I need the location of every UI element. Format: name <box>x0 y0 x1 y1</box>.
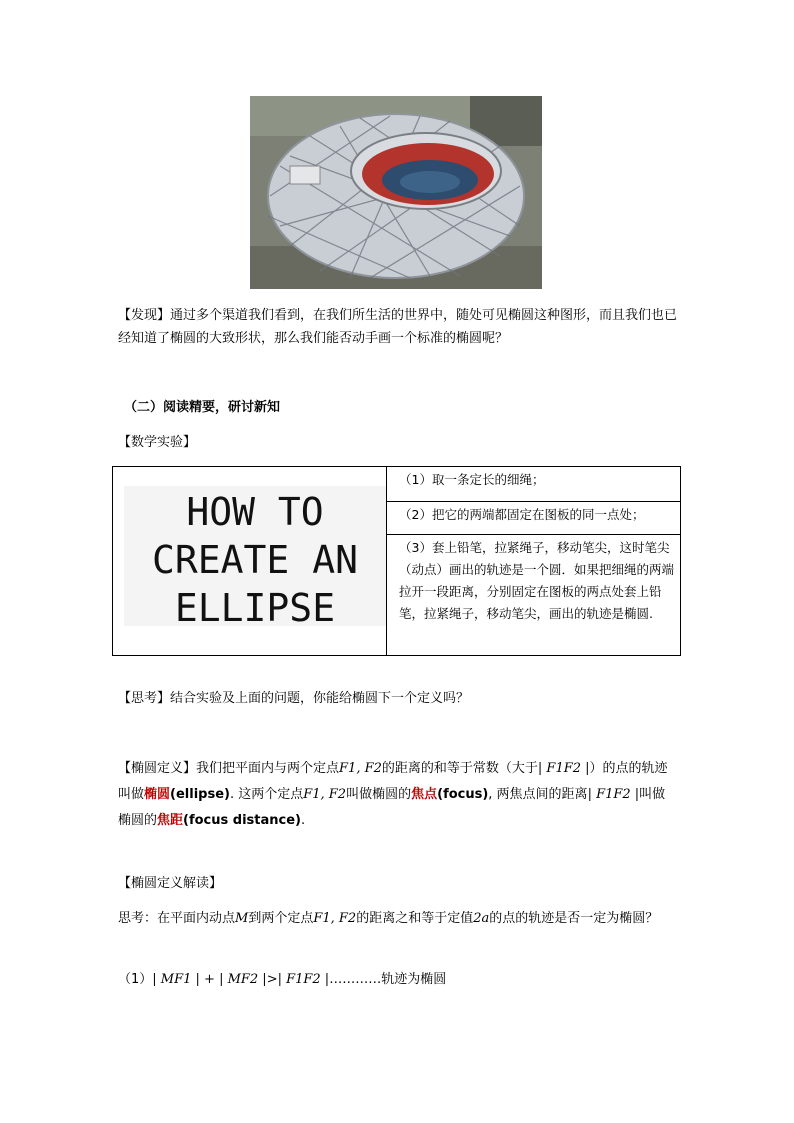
question-label: 思考： <box>118 911 158 926</box>
focal-en: (focus distance) <box>183 813 301 828</box>
question-text-2: 到两个定点 <box>248 911 314 926</box>
image-line-1: HOW TO <box>186 490 324 534</box>
definition-text-3: ）的点的轨迹叫做 <box>118 761 668 802</box>
section-heading: （二）阅读精要，研讨新知 <box>124 400 281 415</box>
question-text-4: 的点的轨迹是否一定为椭圆？ <box>489 911 659 926</box>
step-1: （1）取一条定长的细绳； <box>387 467 681 502</box>
how-to-create-ellipse-image <box>124 486 386 630</box>
f1f2-symbol-3: F1, F2 <box>313 911 357 926</box>
term-focus: 焦点 <box>411 787 438 802</box>
definition-text-4: . 这两个定点 <box>229 787 304 802</box>
question-text-3: 的距离之和等于定值 <box>356 911 474 926</box>
think-tag: 【思考】 <box>118 691 171 706</box>
experiment-tag: 【数学实验】 <box>118 435 197 450</box>
interpret-tag: 【椭圆定义解读】 <box>118 876 223 891</box>
definition-text-2: 的距离的和等于常数（大于 <box>381 761 538 776</box>
focus-en: (focus) <box>437 787 489 802</box>
case-1-result: 轨迹为椭圆 <box>381 972 447 987</box>
stadium-photo <box>250 96 542 289</box>
step-2: （2）把它的两端都固定在图板的同一点处； <box>387 502 681 535</box>
definition-text-1: 我们把平面内与两个定点 <box>196 761 340 776</box>
think-paragraph <box>118 687 678 710</box>
definition-text-6: , 两焦点间的距离 <box>488 787 588 802</box>
definition-text-5: 叫做椭圆的 <box>346 787 412 802</box>
case-1-num: （1） <box>118 972 153 987</box>
question-paragraph <box>118 907 678 931</box>
definition-tag: 【椭圆定义】 <box>118 761 197 776</box>
think-text: 结合实验及上面的问题，你能给椭圆下一个定义吗？ <box>170 691 470 706</box>
term-ellipse: 椭圆 <box>144 787 171 802</box>
term-focal-distance: 焦距 <box>157 813 184 828</box>
abs-f1f2-symbol-2: | F1F2 | <box>587 787 640 802</box>
definition-text-8: . <box>301 813 306 828</box>
image-line-2: CREATE AN <box>152 538 358 582</box>
discovery-text: 通过多个渠道我们看到，在我们所生活的世界中，随处可见椭圆这种图形，而且我们也已经知道了椭圆的大致形状，那么我们能否动手画一个标准的椭圆呢？ <box>118 308 678 346</box>
experiment-image-cell <box>113 467 387 656</box>
step-3: （3）套上铅笔，拉紧绳子，移动笔尖，这时笔尖（动点）画出的轨迹是一个圆．如果把细绳的两端拉开一段距离，分别固定在图板的两点处套上铅笔，拉紧绳子，移动笔尖，画出的轨迹是椭圆. <box>387 535 681 656</box>
case-1-expr: | MF1 | + | MF2 |>| F1F2 | <box>152 972 330 987</box>
question-text-1: 在平面内动点 <box>157 911 236 926</box>
discovery-tag: 【发现】 <box>118 308 171 323</box>
experiment-table <box>112 466 681 656</box>
discovery-paragraph <box>118 304 678 350</box>
case-1 <box>118 968 678 991</box>
two-a-symbol: 2a <box>473 911 490 926</box>
f1f2-symbol-2: F1, F2 <box>303 787 347 802</box>
ellipse-en: (ellipse) <box>170 787 230 802</box>
image-line-3: ELLIPSE <box>174 586 336 630</box>
definition-text-7: 叫做椭圆的 <box>118 787 666 828</box>
f1f2-symbol: F1, F2 <box>339 761 382 776</box>
abs-f1f2-symbol: | F1F2 | <box>537 761 590 776</box>
m-symbol: M <box>235 911 249 926</box>
case-1-dots: ………… <box>329 972 382 987</box>
definition-paragraph <box>118 756 678 834</box>
